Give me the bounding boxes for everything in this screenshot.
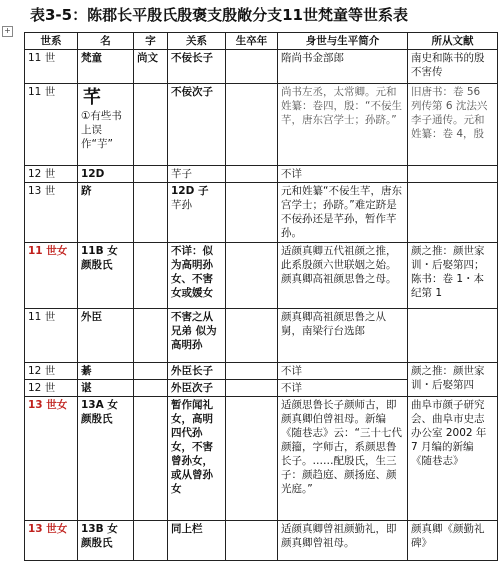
row-generation: 11 世 (25, 50, 78, 84)
table-row (25, 397, 498, 521)
table-row (25, 309, 498, 363)
row-generation: 13 世女 (25, 521, 78, 561)
row-generation: 12 世 (25, 166, 78, 183)
table-row (25, 243, 498, 309)
row-biography: 颜真卿高祖颜思鲁之从舅，南梁行台选郎 (278, 309, 408, 363)
row-name-secondary: 颜殷氏 (81, 413, 113, 425)
row-relation: 暂作闻礼女，高明四代孙女，不害曾孙女，或从曾孙女 (168, 397, 226, 521)
row-relation: 芊子 (168, 166, 226, 183)
row-courtesy-name (134, 363, 168, 380)
header-relation: 关系 (168, 33, 226, 50)
header-courtesy-name: 字 (134, 33, 168, 50)
header-sources: 所从文献 (408, 33, 498, 50)
row-relation: 外臣次子 (168, 380, 226, 397)
row-name-cell (78, 397, 134, 521)
row-name: 綦 (78, 363, 134, 380)
row-biography: 适颜思鲁长子颜师古，即颜真卿伯曾祖母。新编《随巷志》云：“三十七代颜籀，字师古，系颜思鲁长子。……配殷氏，生三子：颜趋庭、颜扬庭、颜光庭。” (278, 397, 408, 521)
table-row (25, 84, 498, 166)
table-row (25, 521, 498, 561)
row-name-secondary: 颜殷氏 (81, 259, 113, 271)
row-source (408, 309, 498, 363)
row-biography: 适颜真卿五代祖颜之推，此系殷颜六世联姻之始。颜真卿高祖颜思鲁之母。 (278, 243, 408, 309)
row-years (226, 166, 278, 183)
row-relation: 不佞长子 (168, 50, 226, 84)
row-biography: 不详 (278, 363, 408, 380)
row-biography: 元和姓纂“不佞生芊，唐东宫学士；孙跻。”难定跻是不佞孙还是芊孙，暂作芊孙。 (278, 183, 408, 243)
row-source: 旧唐书：卷 56 列传第 6 沈法兴李子通传。元和姓纂：卷 4，殷 (408, 84, 498, 166)
row-source: 颜真卿《颜勤礼碑》 (408, 521, 498, 561)
row-relation-secondary: 芊孙 (171, 199, 192, 211)
row-generation: 11 世女 (25, 243, 78, 309)
row-generation: 13 世女 (25, 397, 78, 521)
row-courtesy-name (134, 521, 168, 561)
row-source (408, 183, 498, 243)
header-biography: 身世与生平简介 (278, 33, 408, 50)
row-source: 曲阜市颜子研究会、曲阜市史志办公室 2002 年 7 月编的新编《随巷志》 (408, 397, 498, 521)
row-biography: 适颜真卿曾祖颜勤礼，即颜真卿曾祖母。 (278, 521, 408, 561)
row-years (226, 84, 278, 166)
row-relation: 外臣长子 (168, 363, 226, 380)
row-courtesy-name (134, 243, 168, 309)
row-courtesy-name: 尚文 (134, 50, 168, 84)
row-name-cell (78, 84, 134, 166)
header-years: 生卒年 (226, 33, 278, 50)
row-generation: 11 世 (25, 84, 78, 166)
row-relation: 不详：似为高明孙女、不害女或媛女 (168, 243, 226, 309)
row-courtesy-name (134, 84, 168, 166)
row-years (226, 397, 278, 521)
row-name: 梵童 (78, 50, 134, 84)
row-source: 南史和陈书的殷不害传 (408, 50, 498, 84)
row-name: 跻 (78, 183, 134, 243)
row-biography: 尚书左丞，太常卿。元和姓纂：卷四，殷：“不佞生芊，唐东宫学士；孙跻。” (278, 84, 408, 166)
row-courtesy-name (134, 183, 168, 243)
row-courtesy-name (134, 397, 168, 521)
row-courtesy-name (134, 309, 168, 363)
header-name: 名 (78, 33, 134, 50)
row-generation: 12 世 (25, 380, 78, 397)
table-move-handle-icon[interactable]: + (2, 26, 13, 37)
row-name-secondary: 颜殷氏 (81, 537, 113, 549)
row-name: 谌 (78, 380, 134, 397)
row-courtesy-name (134, 380, 168, 397)
row-relation: 不害之从兄弟 似为高明孙 (168, 309, 226, 363)
table-row (25, 363, 498, 380)
row-source: 颜之推：颜世家训・后娶第四 (408, 363, 498, 397)
table-row (25, 50, 498, 84)
row-relation: 不佞次子 (168, 84, 226, 166)
row-name: 13A 女 (81, 399, 118, 411)
document-title: 表3-5：陈郡长平殷氏殷褒支殷敞分支11世梵童等世系表 (30, 6, 408, 24)
row-name-note: ①有些书上误作“芋” (81, 110, 122, 150)
row-years (226, 309, 278, 363)
row-name: 13B 女 (81, 523, 118, 535)
row-years (226, 183, 278, 243)
row-name-cell (78, 243, 134, 309)
row-years (226, 380, 278, 397)
table-header-row (25, 33, 498, 50)
row-name: 12D (78, 166, 134, 183)
genealogy-table (24, 32, 498, 561)
row-name: 芊 (83, 87, 101, 108)
row-biography: 隋尚书金部郎 (278, 50, 408, 84)
header-generation: 世系 (25, 33, 78, 50)
row-name: 外臣 (78, 309, 134, 363)
row-years (226, 50, 278, 84)
row-relation: 同上栏 (168, 521, 226, 561)
table-row (25, 183, 498, 243)
row-source: 颜之推：颜世家训・后娶第四；陈书：卷 1・本纪第 1 (408, 243, 498, 309)
row-biography: 不详 (278, 380, 408, 397)
table-row (25, 166, 498, 183)
row-generation: 13 世 (25, 183, 78, 243)
row-biography: 不详 (278, 166, 408, 183)
row-relation: 12D 子 (171, 185, 209, 197)
row-source (408, 166, 498, 183)
row-relation-cell (168, 183, 226, 243)
row-courtesy-name (134, 166, 168, 183)
row-generation: 12 世 (25, 363, 78, 380)
row-years (226, 243, 278, 309)
row-years (226, 521, 278, 561)
row-years (226, 363, 278, 380)
row-generation: 11 世 (25, 309, 78, 363)
row-name-cell (78, 521, 134, 561)
row-name: 11B 女 (81, 245, 118, 257)
